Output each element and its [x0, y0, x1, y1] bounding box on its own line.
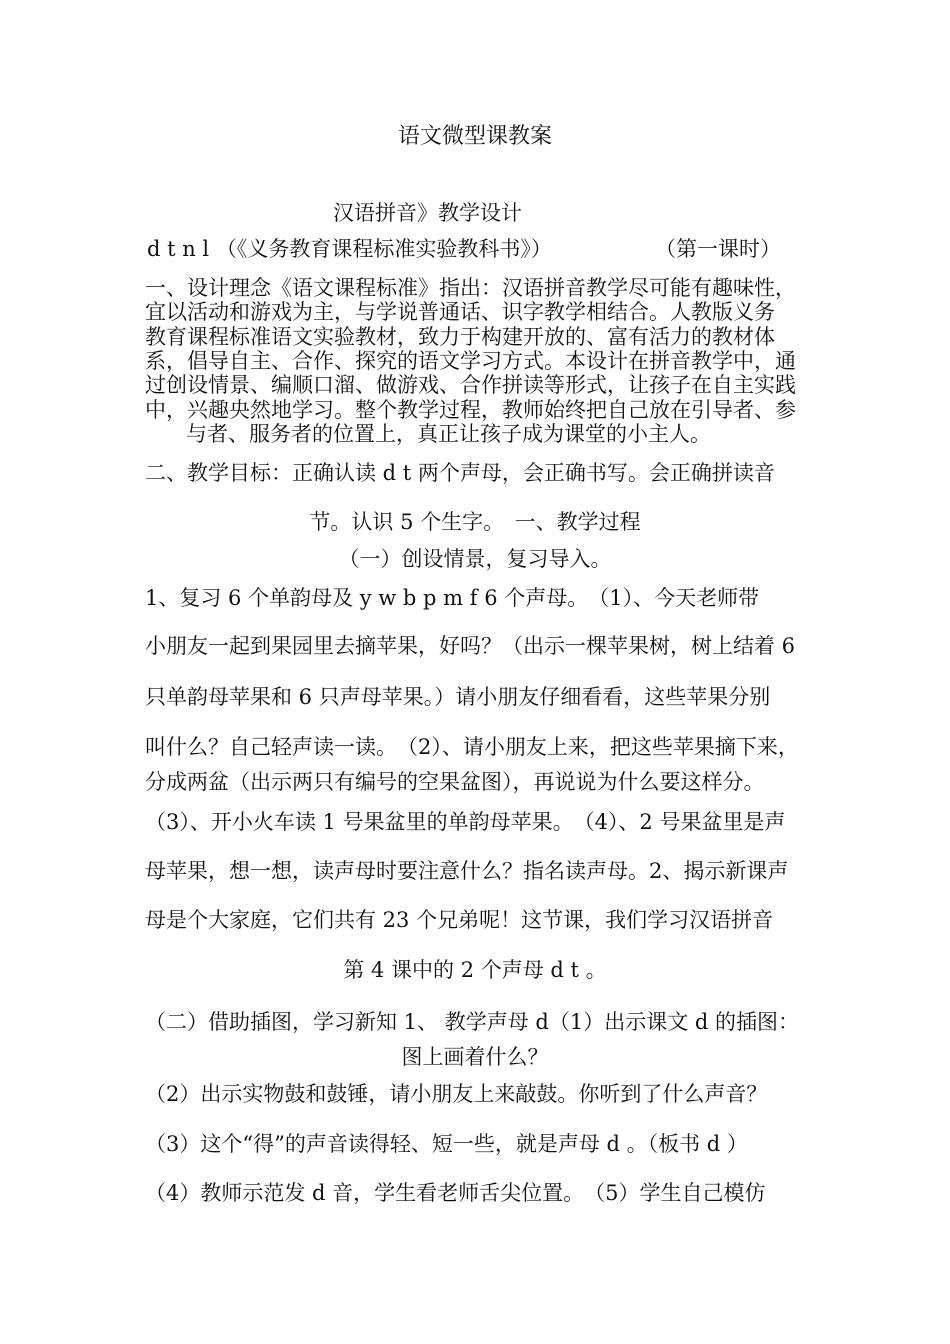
step1-heading: （一）创设情景，复习导入。	[338, 547, 612, 571]
step2-line: 图上画着什么？	[401, 1045, 549, 1069]
header-right: （第一课时）	[655, 237, 781, 261]
section1-line: 宜以活动和游戏为主，与学说普通话、识字教学相结合。人教版义务	[145, 300, 775, 324]
review-line: 小朋友一起到果园里去摘苹果，好吗？（出示一棵苹果树，树上结着 6	[145, 634, 796, 658]
review-line: 分成两盆（出示两只有编号的空果盆图），再说说为什么要这样分。	[145, 770, 765, 794]
review-line: 母苹果，想一想，读声母时要注意什么？指名读声母。2、揭示新课声	[145, 859, 789, 883]
section1-line: 过创设情景、编顺口溜、做游戏、合作拼读等形式，让孩子在自主实践	[145, 373, 796, 397]
page-title: 语文微型课教案	[397, 124, 552, 149]
review-line: 母是个大家庭，它们共有 23 个兄弟呢！这节课，我们学习汉语拼音	[145, 908, 774, 932]
step2-line: （二）借助插图，学习新知 1、 教学声母 d（1）出示课文 d 的插图：	[145, 1010, 799, 1034]
section1-line: 中，兴趣央然地学习。整个教学过程，教师始终把自己放在引导者、参	[145, 398, 796, 422]
review-line: 叫什么？自己轻声读一读。 （2）、请小朋友上来，把这些苹果摘下来，	[145, 735, 799, 759]
review-line: 第 4 课中的 2 个声母 d t 。	[343, 958, 607, 982]
step2-item: （3）这个“得”的声音读得轻、短一些，就是声母 d 。（板书 d ）	[145, 1132, 748, 1156]
header-left: d t n l （《义务教育课程标准实验教科书》）	[147, 237, 552, 261]
section2-line: 二、教学目标：正确认读 d t 两个声母，会正确书写。会正确拼读音	[145, 461, 775, 485]
step2-item: （4）教师示范发 d 音，学生看老师舌尖位置。 （5）学生自己模仿	[145, 1181, 766, 1205]
section2-line: 节。认识 5 个生字。 一、教学过程	[309, 510, 641, 534]
subtitle: 汉语拼音》教学设计	[333, 201, 522, 225]
review-line: （3）、开小火车读 1 号果盆里的单韵母苹果。 （4）、2 号果盆里是声	[145, 810, 786, 834]
step2-item: （2）出示实物鼓和鼓锤，请小朋友上来敲鼓。你听到了什么声音？	[145, 1082, 768, 1106]
section1-line: 系，倡导自主、合作、探究的语文学习方式。本设计在拼音教学中，通	[145, 349, 796, 373]
section1-line: 一、设计理念《语文课程标准》指出：汉语拼音教学尽可能有趣味性，	[145, 276, 796, 300]
section1-line: 与者、服务者的位置上，真正让孩子成为课堂的小主人。	[186, 422, 711, 446]
review-line: 只单韵母苹果和 6 只声母苹果。）请小朋友仔细看看，这些苹果分别	[145, 685, 771, 709]
review-line: 1、复习 6 个单韵母及 y w b p m f 6 个声母。 （1）、今天老师带	[145, 586, 760, 610]
section1-line: 教育课程标准语文实验教材，致力于构建开放的、富有活力的教材体	[145, 325, 775, 349]
